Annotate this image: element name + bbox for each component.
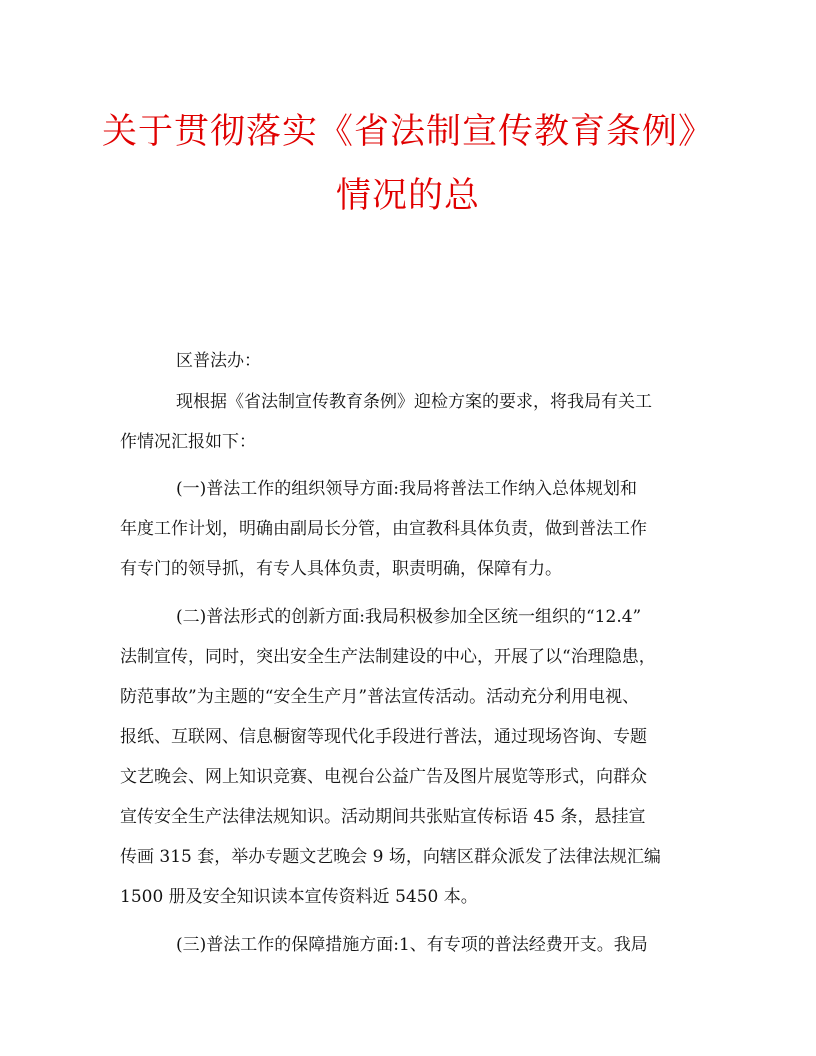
paragraph-2-line-6: 宣传安全生产法律法规知识。活动期间共张贴宣传标语 45 条，悬挂宣 xyxy=(120,807,646,827)
paragraph-2-line-7: 传画 315 套，举办专题文艺晚会 9 场，向辖区群众派发了法律法规汇编 xyxy=(120,847,661,867)
paragraph-1-line-2: 年度工作计划，明确由副局长分管，由宣教科具体负责，做到普法工作 xyxy=(120,519,647,539)
paragraph-3-line-1: (三)普法工作的保障措施方面:1、有专项的普法经费开支。我局 xyxy=(176,935,648,955)
paragraph-2-line-1: (二)普法形式的创新方面:我局积极参加全区统一组织的“12.4” xyxy=(176,607,642,627)
document-title-line-1: 关于贯彻落实《省法制宣传教育条例》 xyxy=(101,112,714,152)
paragraph-1-line-3: 有专门的领导抓，有专人具体负责，职责明确，保障有力。 xyxy=(120,559,562,579)
paragraph-2-line-2: 法制宣传，同时，突出安全生产法制建设的中心，开展了以“治理隐患， xyxy=(120,647,656,667)
paragraph-intro-line-2: 作情况汇报如下： xyxy=(120,432,256,452)
paragraph-2-line-8: 1500 册及安全知识读本宣传资料近 5450 本。 xyxy=(120,887,478,907)
paragraph-2-line-4: 报纸、互联网、信息橱窗等现代化手段进行普法，通过现场咨询、专题 xyxy=(120,727,647,747)
salutation: 区普法办： xyxy=(176,351,261,371)
paragraph-2-line-3: 防范事故”为主题的“安全生产月”普法宣传活动。活动充分利用电视、 xyxy=(120,687,640,707)
paragraph-intro-line-1: 现根据《省法制宣传教育条例》迎检方案的要求，将我局有关工 xyxy=(176,392,652,412)
document-title-line-2: 情况的总 xyxy=(335,176,480,216)
paragraph-1-line-1: (一)普法工作的组织领导方面:我局将普法工作纳入总体规划和 xyxy=(176,479,637,499)
paragraph-2-line-5: 文艺晚会、网上知识竞赛、电视台公益广告及图片展览等形式，向群众 xyxy=(120,767,647,787)
